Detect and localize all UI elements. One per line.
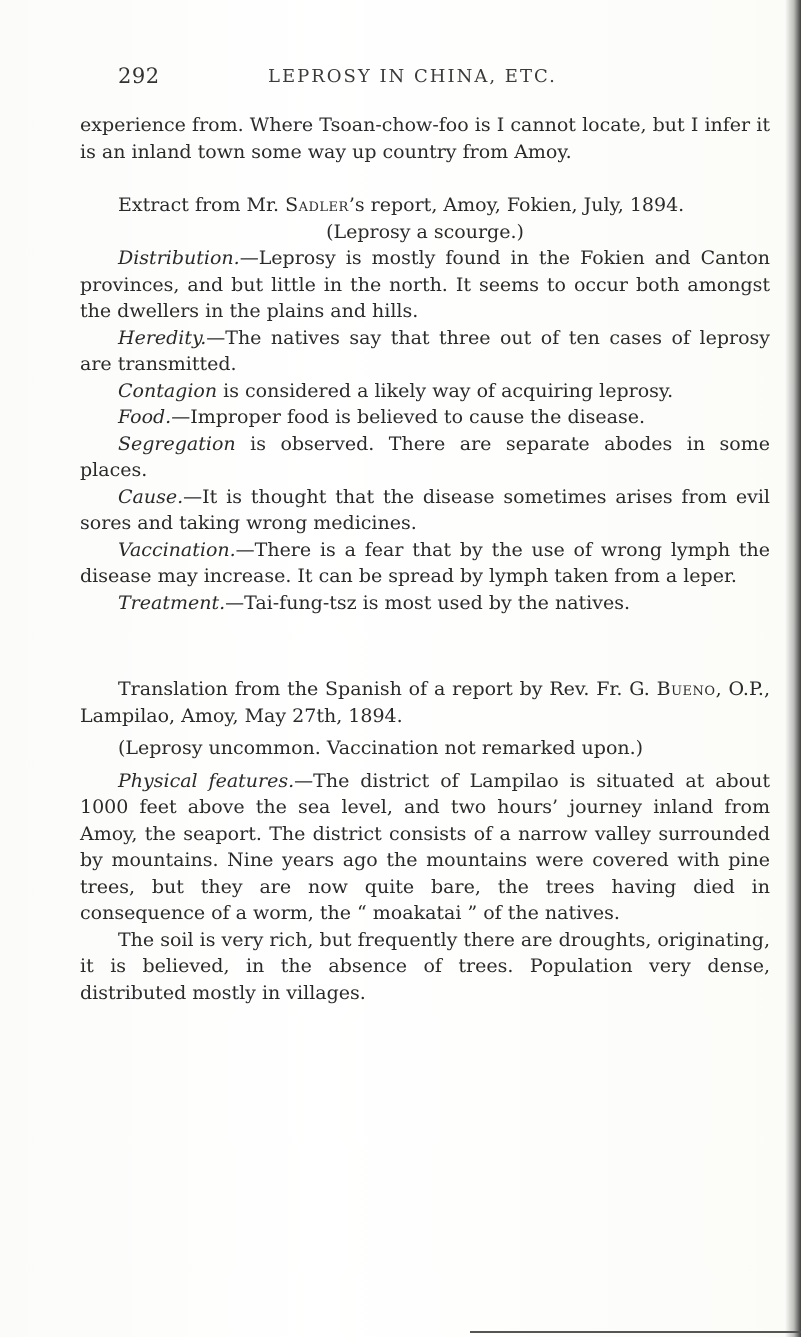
page-edge-shadow	[785, 0, 801, 1337]
bueno-intro-after: , O.P., Lampilao, Amoy, May 27th, 1894.	[80, 678, 770, 727]
bueno-name: Bueno	[656, 678, 716, 700]
page-bottom-rule	[470, 1331, 801, 1333]
sadler-item-label: Vaccination.	[118, 538, 236, 561]
sadler-item-text: is considered a likely way of acquiring leprosy.	[217, 379, 674, 402]
sadler-item-label: Contagion	[118, 379, 218, 402]
sadler-item-text: —The natives say that three out of ten cases of leprosy are transmitted.	[80, 326, 770, 375]
sadler-intro-after: ’s report, Amoy, Fokien, July, 1894.	[348, 194, 685, 216]
sadler-item-label: Segregation	[118, 432, 236, 455]
spacer	[80, 616, 770, 676]
sadler-item-text: —It is thought that the disease sometimes arises from evil sores and taking wrong medicines.	[80, 485, 770, 534]
sadler-item-text: —There is a fear that by the use of wrong lymph the disease may increase. It can be spread by lymph taken from a leper.	[80, 538, 770, 587]
sadler-item	[80, 404, 770, 431]
sadler-intro-before: Extract from Mr.	[118, 194, 286, 216]
sadler-item-text: —Improper food is believed to cause the disease.	[171, 406, 646, 428]
page-body	[80, 112, 770, 1006]
sadler-item	[80, 245, 770, 325]
sadler-item-label: Distribution.	[118, 247, 240, 269]
sadler-item	[80, 590, 770, 617]
bueno-intro-before: Translation from the Spanish of a report by Rev. Fr. G.	[118, 678, 657, 700]
sadler-item-text: —Tai-fung-tsz is most used by the natives.	[225, 591, 631, 614]
sadler-report-intro	[80, 192, 770, 219]
bueno-summary: (Leprosy uncommon. Vaccination not remarked upon.)	[118, 737, 644, 759]
sadler-item	[80, 431, 770, 484]
sadler-summary: (Leprosy a scourge.)	[326, 220, 524, 243]
sadler-item-label: Treatment.	[118, 591, 226, 614]
sadler-item	[80, 378, 770, 405]
sadler-item-text: is observed. There are separate abodes in some places.	[80, 432, 770, 481]
sadler-name: Sadler	[285, 194, 349, 216]
sadler-item	[80, 484, 770, 537]
page-number: 292	[118, 64, 160, 88]
paragraph-intro: experience from. Where Tsoan-chow-foo is I cannot locate, but I infer it is an inland town some way up country from Amoy.	[80, 114, 770, 163]
bueno-report-intro	[80, 676, 770, 729]
bueno-physical-label: Physical features.	[118, 769, 295, 792]
bueno-physical-features	[80, 768, 770, 927]
bueno-soil: The soil is very rich, but frequently there are droughts, originating, it is believed, in the absence of trees. Population very dense, distributed mostly in villages.	[80, 928, 770, 1004]
sadler-item-label: Food.	[118, 406, 172, 428]
sadler-item	[80, 537, 770, 590]
sadler-item-label: Cause.	[118, 485, 184, 508]
page-header	[118, 64, 718, 90]
bueno-physical-text: —The district of Lampilao is situated at about 1000 feet above the sea level, and two hours’ journey inland from Amoy, the seaport. The district consists of a narrow valley surrounded by mountains. Nine years ago the mountains were covered with pine trees, but they are now quite bare, the trees having died in consequence of a worm, the “ moakatai ” of the natives.	[80, 769, 771, 924]
spacer	[80, 165, 770, 192]
sadler-item	[80, 325, 770, 378]
sadler-item-label: Heredity.	[118, 326, 207, 349]
sadler-item-text: —Leprosy is mostly found in the Fokien and Canton provinces, and but little in the north. It seems to occur both amongst the dwellers in the plains and hills.	[80, 247, 770, 322]
running-head: LEPROSY IN CHINA, ETC.	[268, 66, 557, 87]
